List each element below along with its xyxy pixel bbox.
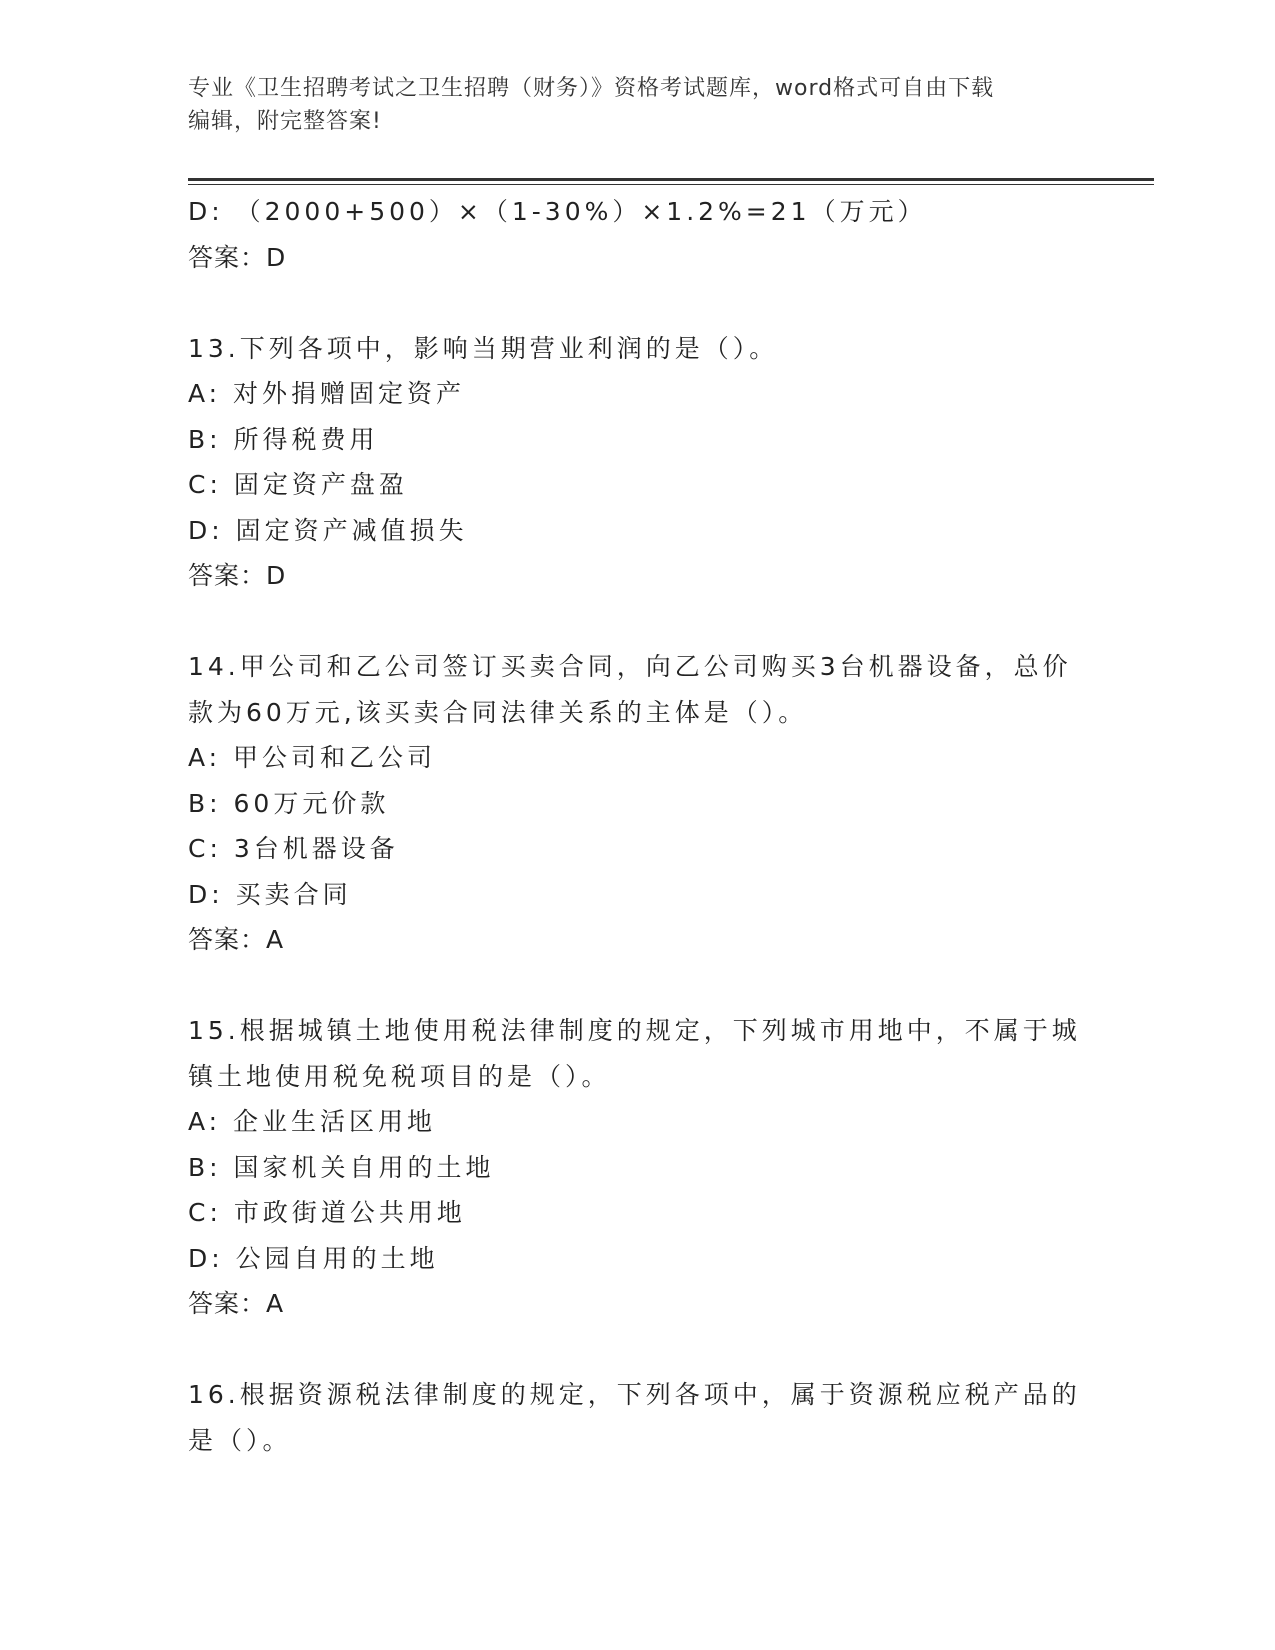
header-divider-thin — [188, 184, 1154, 185]
question-stem-line-1: 15.根据城镇土地使用税法律制度的规定，下列城市用地中，不属于城 — [188, 1016, 1081, 1045]
answer-label: 答案：A — [188, 1289, 285, 1318]
option-c: C: 市政街道公共用地 — [188, 1198, 466, 1227]
option-b: B: 所得税费用 — [188, 424, 379, 454]
document-header — [188, 72, 1068, 138]
option-a: A: 对外捐赠固定资产 — [188, 379, 466, 408]
option-c: C: 3台机器设备 — [188, 834, 399, 863]
option-a: A: 甲公司和乙公司 — [188, 743, 437, 772]
answer-label: 答案：A — [188, 925, 285, 954]
option-b: B: 60万元价款 — [188, 788, 390, 818]
answer-label: 答案：D — [188, 561, 287, 590]
question-stem-line-1: 14.甲公司和乙公司签订买卖合同，向乙公司购买3台机器设备，总价 — [188, 652, 1072, 681]
option-b: B: 国家机关自用的土地 — [188, 1152, 495, 1182]
question-12-tail — [188, 189, 1068, 280]
header-line-2: 编辑，附完整答案! — [188, 109, 382, 134]
option-c: C: 固定资产盘盈 — [188, 470, 408, 499]
question-stem-line-2: 款为60万元,该买卖合同法律关系的主体是（）。 — [188, 697, 808, 727]
option-d: D: 公园自用的土地 — [188, 1243, 439, 1273]
question-14 — [188, 644, 1072, 963]
document-body — [188, 189, 1081, 1463]
option-d: D: 买卖合同 — [188, 879, 352, 909]
question-15 — [188, 1008, 1081, 1327]
option-d: D: （2000+500）×（1-30%）×1.2%=21（万元） — [188, 197, 927, 226]
option-a: A: 企业生活区用地 — [188, 1107, 437, 1136]
header-divider-thick — [188, 178, 1154, 181]
question-13 — [188, 326, 1068, 599]
question-stem-line-2: 是（）。 — [188, 1425, 292, 1455]
answer-label: 答案：D — [188, 242, 287, 272]
question-stem-line-2: 镇土地使用税免税项目的是（）。 — [188, 1061, 611, 1091]
question-16 — [188, 1372, 1081, 1463]
question-stem: 13.下列各项中，影响当期营业利润的是（）。 — [188, 333, 779, 363]
header-line-1: 专业《卫生招聘考试之卫生招聘（财务）》资格考试题库，word格式可自由下载 — [188, 76, 995, 101]
question-stem-line-1: 16.根据资源税法律制度的规定，下列各项中，属于资源税应税产品的 — [188, 1380, 1081, 1409]
option-d: D: 固定资产减值损失 — [188, 515, 468, 545]
